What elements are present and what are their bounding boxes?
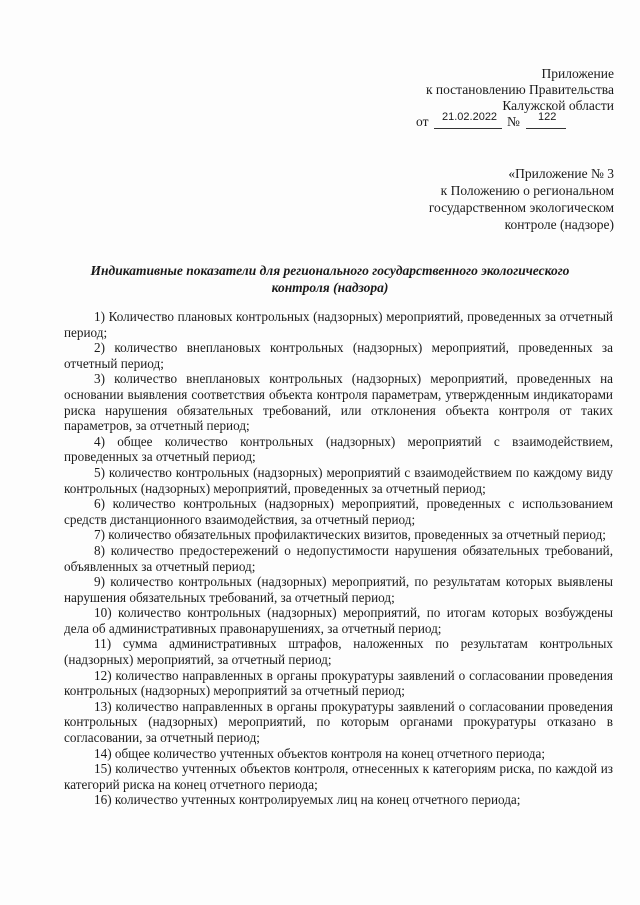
resolution-header (354, 66, 614, 130)
number-value: 122 (538, 111, 557, 123)
list-item: 11) сумма административных штрафов, наложенных по результатам контрольных (надзорных) мероприятий, за отчетный период; (64, 636, 613, 668)
list-item: 6) количество контрольных (надзорных) мероприятий, проведенных с использованием средств дистанционного взаимодействия, за отчетный период; (64, 496, 613, 527)
date-number-line (354, 111, 614, 130)
header-region-label: Калужской области (502, 98, 614, 113)
list-item: 9) количество контрольных (надзорных) мероприятий, по результатам которых выявлены нарушения обязательных требований, за отчетный период; (64, 574, 613, 605)
number-sign: № (507, 114, 520, 129)
list-item: 1) Количество плановых контрольных (надзорных) мероприятий, проведенных за отчетный период; (64, 309, 613, 340)
appendix-line-1: «Приложение № 3 (508, 166, 614, 181)
list-item: 7) количество обязательных профилактических визитов, проведенных за отчетный период; (94, 527, 606, 543)
header-appendix-label: Приложение (541, 66, 614, 81)
list-item: 16) количество учтенных контролируемых лиц на конец отчетного периода; (94, 792, 521, 808)
list-item: 3) количество внеплановых контрольных (надзорных) мероприятий, проведенных на основании выявления соответствия объекта контроля параметрам, утвержденным индикаторами риска нарушения обязательных требований, или отклонения объекта контроля от таких параметров, за отчетный период; (64, 371, 613, 434)
title-line-2: контроля (надзора) (271, 280, 389, 295)
list-item: 15) количество учтенных объектов контроля, отнесенных к категориям риска, по каждой из категорий риска на конец отчетного периода; (64, 761, 613, 792)
appendix-line-3: государственном экологическом (428, 200, 614, 215)
list-item: 14) общее количество учтенных объектов контроля на конец отчетного периода; (94, 745, 546, 761)
list-item: 13) количество направленных в органы прокуратуры заявлений о согласовании проведения контрольных (надзорных) мероприятий, по которым органами прокуратуры отказано в согласовании, за отчетный период; (64, 698, 613, 746)
title-line-1: Индикативные показатели для регионального государственного экологического (90, 263, 570, 278)
list-item: 2) количество внеплановых контрольных (надзорных) мероприятий, проведенных за отчетный период; (64, 340, 613, 371)
list-item: 10) количество контрольных (надзорных) мероприятий, по итогам которых возбуждены дела об административных правонарушениях, за отчетный период; (64, 605, 613, 636)
appendix-header (354, 165, 614, 233)
date-value: 21.02.2022 (442, 111, 498, 123)
list-item: 5) количество контрольных (надзорных) мероприятий с взаимодействием по каждому виду контрольных (надзорных) мероприятий, проведенных за отчетный период; (64, 464, 613, 496)
list-item: 4) общее количество контрольных (надзорных) мероприятий с взаимодействием, проведенных за отчетный период; (64, 433, 613, 465)
indicator-list (64, 309, 613, 808)
list-item: 8) количество предостережений о недопустимости нарушения обязательных требований, объявленных за отчетный период; (64, 542, 613, 574)
appendix-line-4: контроле (надзоре) (504, 217, 614, 232)
header-resolution-label: к постановлению Правительства (425, 82, 614, 97)
list-item: 12) количество направленных в органы прокуратуры заявлений о согласовании проведения контрольных (надзорных) мероприятий за отчетный период; (64, 667, 613, 699)
document-title (60, 262, 600, 296)
date-prefix: от (416, 114, 429, 129)
appendix-line-2: к Положению о региональном (440, 183, 614, 198)
